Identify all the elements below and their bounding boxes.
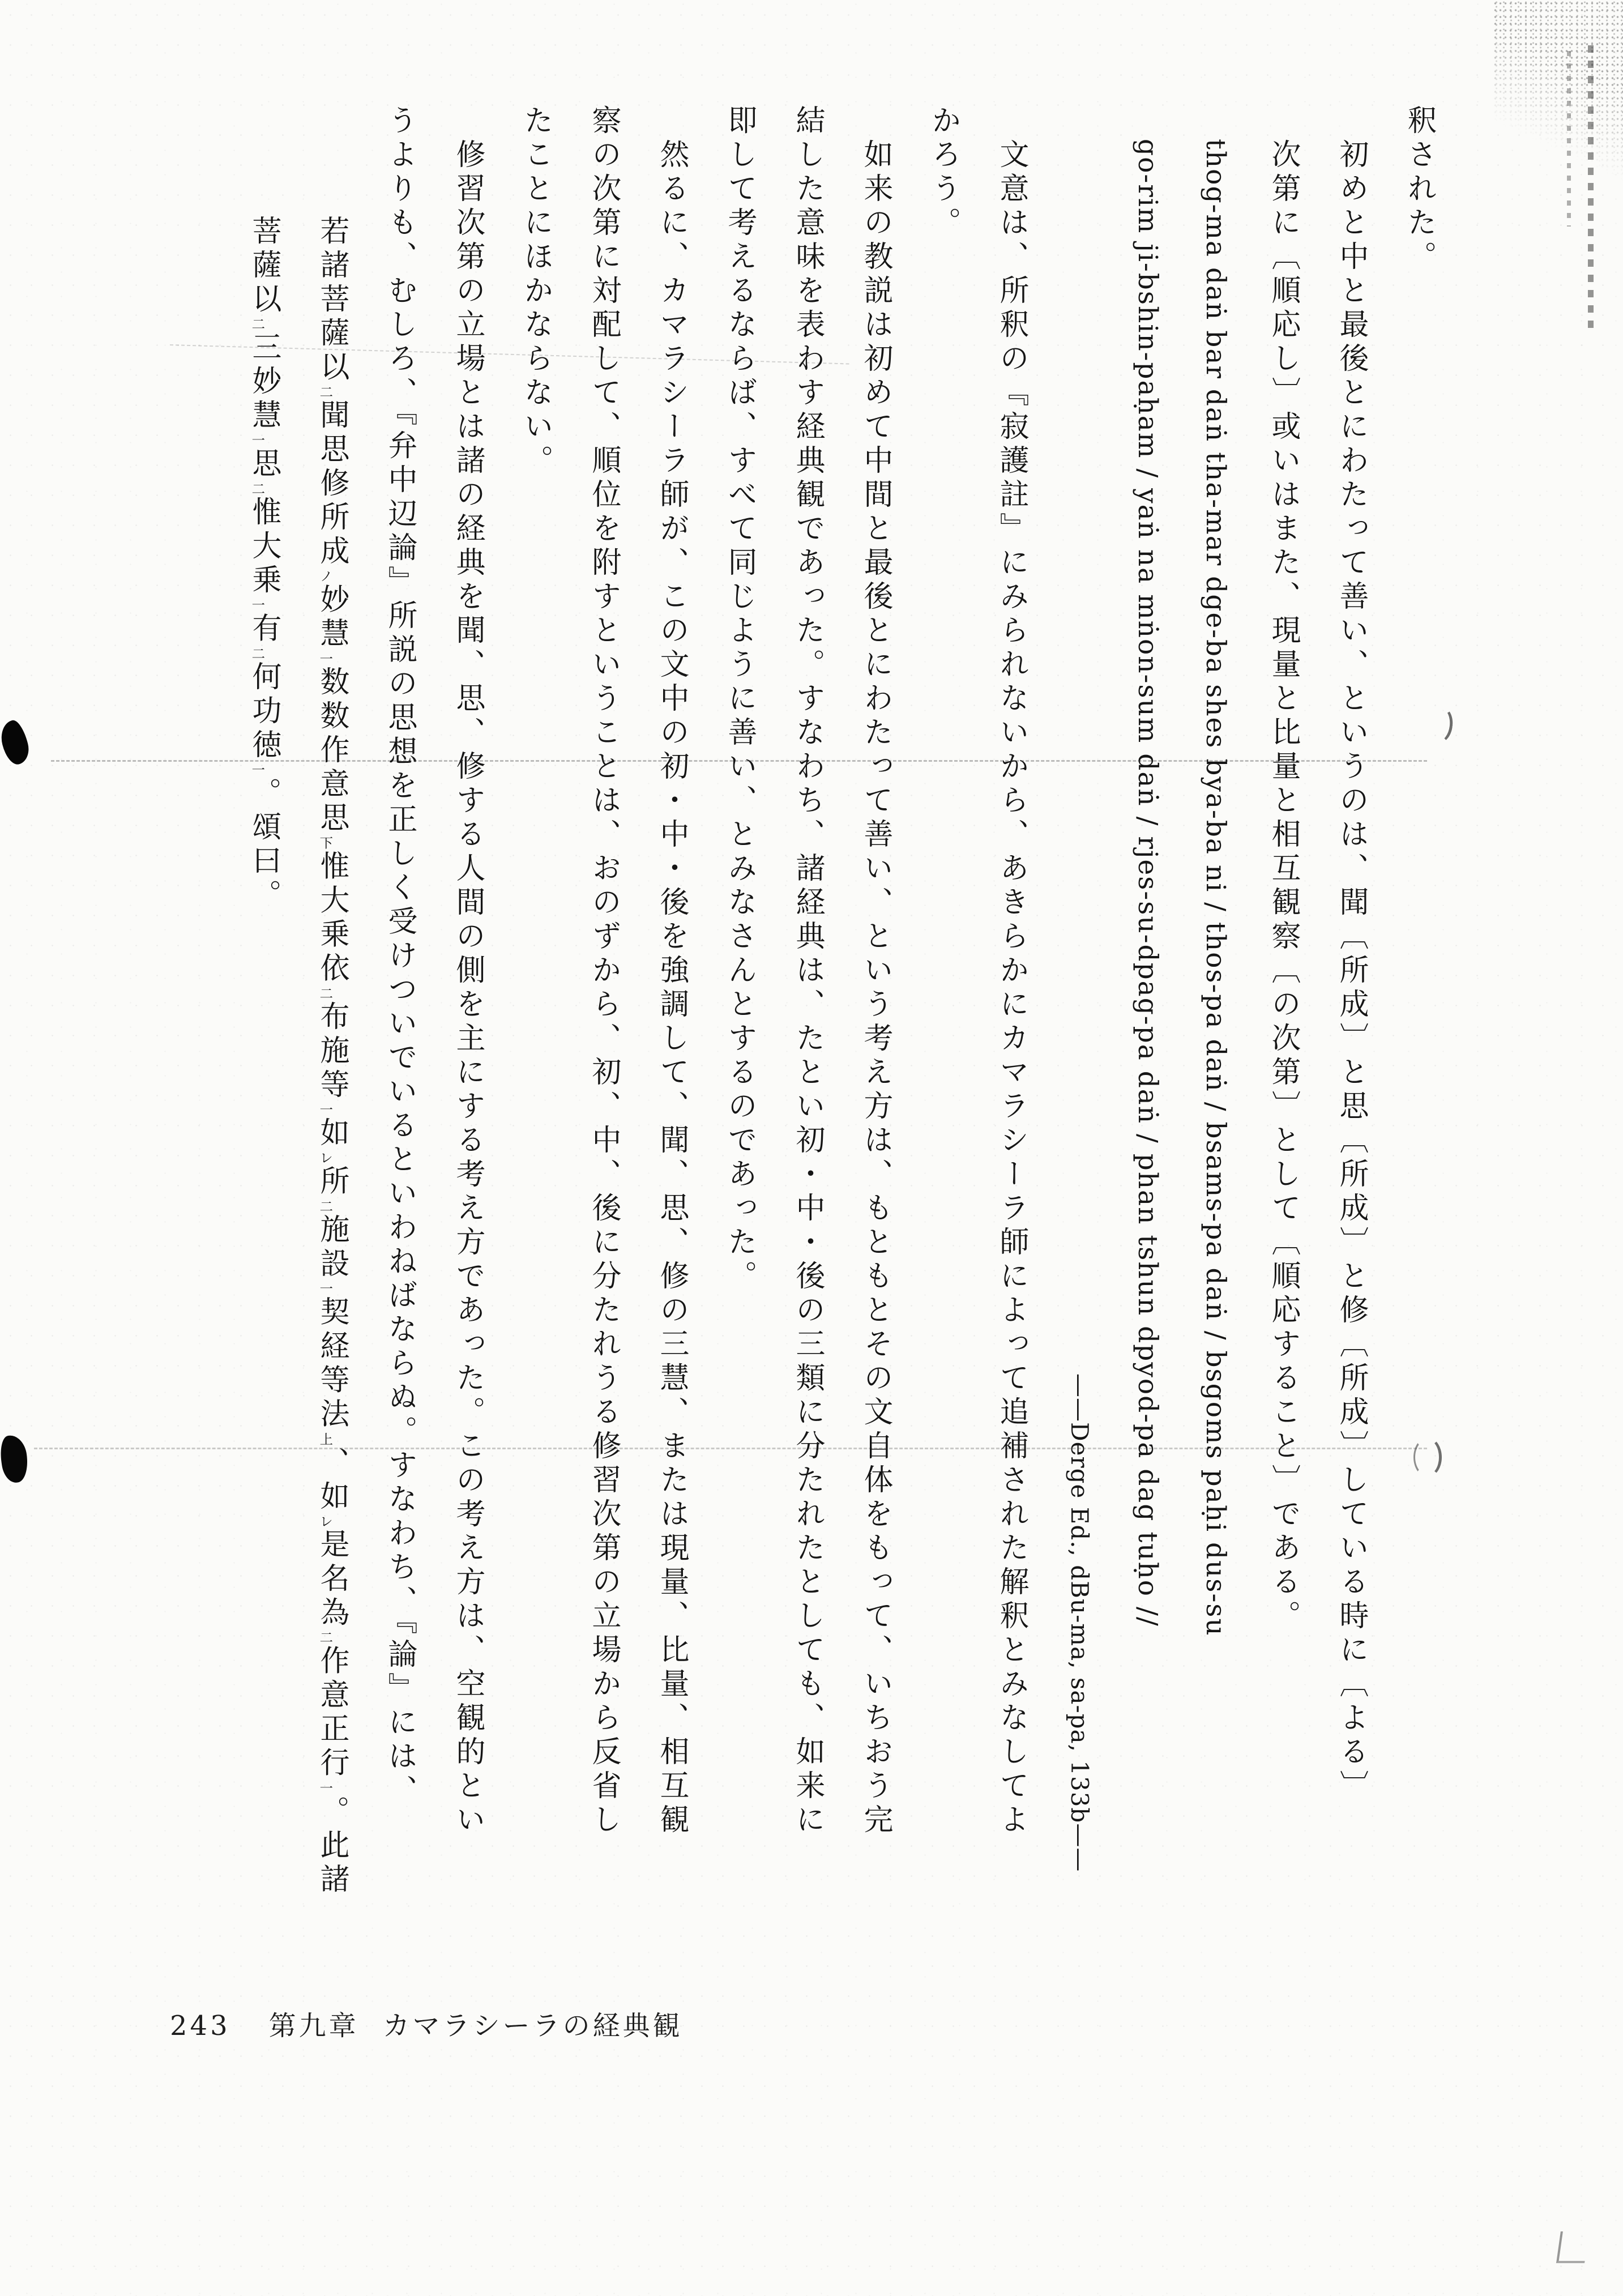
text-column-body-indent: 文意は、所釈の『寂護註』にみられないから、あきらかにカマラシーラ師によって追補された解釈とみなしてよ	[994, 139, 1028, 1838]
kaeriten-mark: 二	[249, 646, 266, 662]
chapter-title: カマラシーラの経典観	[382, 2010, 683, 2042]
kaeriten-mark: 一	[317, 1781, 334, 1796]
kaeriten-mark: 一	[317, 1103, 334, 1117]
ink-blob-artifact	[0, 718, 32, 767]
text-column-quote-jp: 初めと中と最後とにわたって善い、というのは、聞〔所成〕と思〔所成〕と修〔所成〕している時に〔よる〕	[1334, 139, 1368, 1804]
page-footer	[170, 2004, 683, 2043]
kaeriten-mark: 上	[317, 1432, 334, 1447]
kaeriten-mark: 二	[317, 986, 334, 1001]
kaeriten-mark: レ	[317, 1151, 334, 1166]
text-column-body: 即して考えるならば、すべて同じように善い、とみなさんとするのであった。	[723, 105, 757, 1294]
ink-blob-artifact	[0, 1433, 31, 1484]
text-column-body: うよりも、むしろ、『弁中辺論』所説の思想を正しく受けついでいるといわねばならぬ。すなわち、『論』には、	[383, 105, 417, 1808]
chapter-label: 第九章	[268, 2010, 359, 2042]
kaeriten-mark: 下	[317, 836, 334, 851]
text-column-body: たことにほかならない。	[519, 105, 553, 479]
fold-line-artifact	[34, 1448, 1427, 1449]
text-column-quote-tibetan: thog-ma daṅ bar daṅ tha-mar dge-ba shes bya-ba ni / thos-pa daṅ / bsams-pa daṅ / bsgoms paḥi dus-su	[1200, 139, 1231, 1637]
text-column-kanbun: 若諸菩薩以二聞思修所成ノ妙慧一数数作意思下惟大乗依二布施等一如レ所二施設一契経等法上、如レ是名為二作意正行一。此諸	[298, 105, 366, 1866]
kaeriten-mark: レ	[317, 1514, 334, 1529]
kaeriten-mark: 二	[249, 317, 266, 332]
kaeriten-mark: 一	[249, 763, 266, 778]
kaeriten-mark: 一	[317, 1282, 334, 1296]
kaeriten-mark: 二	[249, 481, 266, 497]
corner-smudge-artifact	[1567, 51, 1571, 227]
text-column-quote-jp: 次第に〔順応し〕或いはまた、現量と比量と相互観察〔の次第〕として〔順応すること〕である。	[1266, 139, 1300, 1634]
corner-smudge-artifact	[1493, 0, 1623, 193]
scan-mark-artifact	[1556, 2231, 1589, 2263]
kaeriten-mark: ノ	[317, 569, 334, 584]
text-block	[230, 105, 1453, 1898]
kaeriten-mark: 一	[249, 598, 266, 613]
page-number: 243	[170, 2010, 230, 2042]
text-column-body: かろう。	[926, 105, 960, 241]
text-column-body-indent: 修習次第の立場とは諸の経典を聞、思、修する人間の側を主にする考え方であった。この考え方は、空観的とい	[451, 139, 485, 1838]
text-column-body: 釈された。	[1402, 105, 1436, 275]
fold-line-artifact	[51, 760, 1427, 762]
text-column-kanbun: 菩薩以二三妙慧一思二惟大乗一有二何功徳一。頌曰。	[230, 105, 298, 1866]
text-column-body-indent: 如来の教説は初めて中間と最後とにわたって善い、という考え方は、もともとその文自体をもって、いちおう完	[859, 139, 892, 1838]
text-column-body: 察の次第に対配して、順位を附すということは、おのずから、初、中、後に分たれうる修習次第の立場から反省し	[587, 105, 621, 1838]
kaeriten-mark: 二	[317, 1631, 334, 1645]
text-column-quote-tibetan: go-rim ji-bshin-paḥam / yaṅ na mṅon-sum daṅ / rjes-su-dpag-pa daṅ / phan tshun dpyod-pa dag tuḥo //	[1132, 139, 1163, 1627]
text-column-body: 結した意味を表わす経典観であった。すなわち、諸経典は、たとい初・中・後の三類に分たれたとしても、如来に	[791, 105, 825, 1838]
corner-smudge-artifact	[1588, 45, 1594, 328]
kaeriten-mark: 一	[317, 651, 334, 667]
kaeriten-mark: 二	[317, 385, 334, 400]
kaeriten-mark: 二	[317, 1199, 334, 1214]
kaeriten-mark: 一	[249, 433, 266, 448]
scan-arc-artifact	[1413, 1437, 1442, 1477]
text-column-citation: ——Derge Ed., dBu-ma, sa-pa, 133b——	[1066, 1373, 1094, 1872]
text-column-body-indent: 然るに、カマラシーラ師が、この文中の初・中・後を強調して、聞、思、修の三慧、または現量、比量、相互観	[655, 139, 689, 1838]
